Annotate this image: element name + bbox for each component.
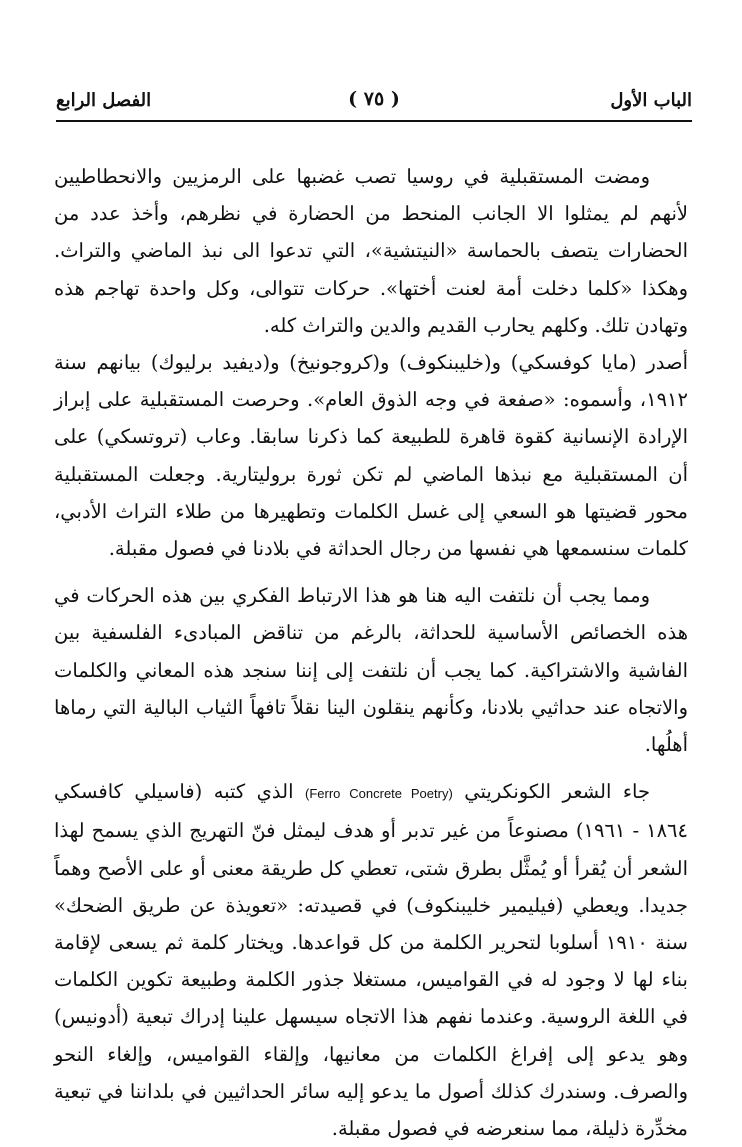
paragraph-4-start: جاء الشعر الكونكريتي [464,780,650,804]
page-body [54,158,688,1147]
section-title: الفصل الرابع [56,90,152,111]
latin-term: (Ferro Concrete Poetry) [305,786,453,802]
chapter-title: الباب الأول [610,90,692,111]
paragraph-1: ومضت المستقبلية في روسيا تصب غضبها على الرمزيين والانحطاطيين لأنهم لم يمثلوا الا الجانب المنحط من الحضارة في نظرهم، وأخذ عدد من الحضارات يتصف بالحماسة «النيتشية»، التي تدعوا الى نبذ الماضي والتراث. وهكذا «كلما دخلت أمة لعنت أختها». حركات تتوالى، وكل واحدة تهاجم هذه وتهادن تلك. وكلهم يحارب القديم والدين والتراث كله. [54,165,688,337]
paragraph-2: أصدر (مايا كوفسكي) و(خليبنكوف) و(كروجونيخ) و(ديفيد برليوك) بيانهم سنة ١٩١٢، وأسموه: «صفعة في وجه الذوق العام». وحرصت المستقبلية على إبراز الإرادة الإنسانية كقوة قاهرة للطبيعة كما ذكرنا سابقا. وعاب (تروتسكي) على أن المستقبلية مع نبذها الماضي لم تكن ثورة بروليتارية. وجعلت المستقبلية محور قضيتها هو السعي إلى غسل الكلمات وتطهيرها من طلاء التراث الأدبي، كلمات سنسمعها هي نفسها من رجال الحداثة في بلادنا في فصول مقبلة. [54,351,688,561]
page-header [56,86,692,122]
paragraph-3: ومما يجب أن نلتفت اليه هنا هو هذا الارتباط الفكري بين هذه الحركات في هذه الخصائص الأساسية للحداثة، بالرغم من تناقض المبادىء الفلسفية بين الفاشية والاشتراكية. كما يجب أن نلتفت إلى إننا سنجد هذه المعاني والكلمات والاتجاه عند حداثيي بلادنا، وكأنهم ينقلون الينا نقلاً تافهاً الثياب البالية التي رماها أهلُها. [54,584,688,757]
paragraph-4 [54,773,688,1147]
paragraph-4-rest: الذي كتبه (فاسيلي كافسكي ١٨٦٤ - ١٩٦١) مصنوعاً من غير تدبر أو هدف ليمثل فنّ التهريج الذي يسمح لهذا الشعر أن يُقرأ أو يُمثَّل بطرق شتى، تعطي كل طريقة معنى أو على الأصح وهماً جديدا. ويعطي (فيليمير خليبنكوف) في قصيدته: «تعويذة عن طريق الضحك» سنة ١٩١٠ أسلوبا لتحرير الكلمة من كل قواعدها. ويختار كلمة ثم يسعى لإقامة بناء لها لا وجود له في القواميس، مستغلا جذور الكلمة وطبيعة تكوين الكلمات في اللغة الروسية. وعندما نفهم هذا الاتجاه سيسهل علينا إدراك تبعية (أدونيس) وهو يدعو إلى إفراغ الكلمات من معانيها، وإلقاء القواميس، وإلغاء النحو والصرف. وسندرك كذلك أصول ما يدعو إليه سائر الحداثيين في بلداننا في تبعية مخدِّرة ذليلة، مما سنعرضه في فصول مقبلة. [54,780,688,1141]
page-number: ( ٧٥ ) [348,88,400,110]
